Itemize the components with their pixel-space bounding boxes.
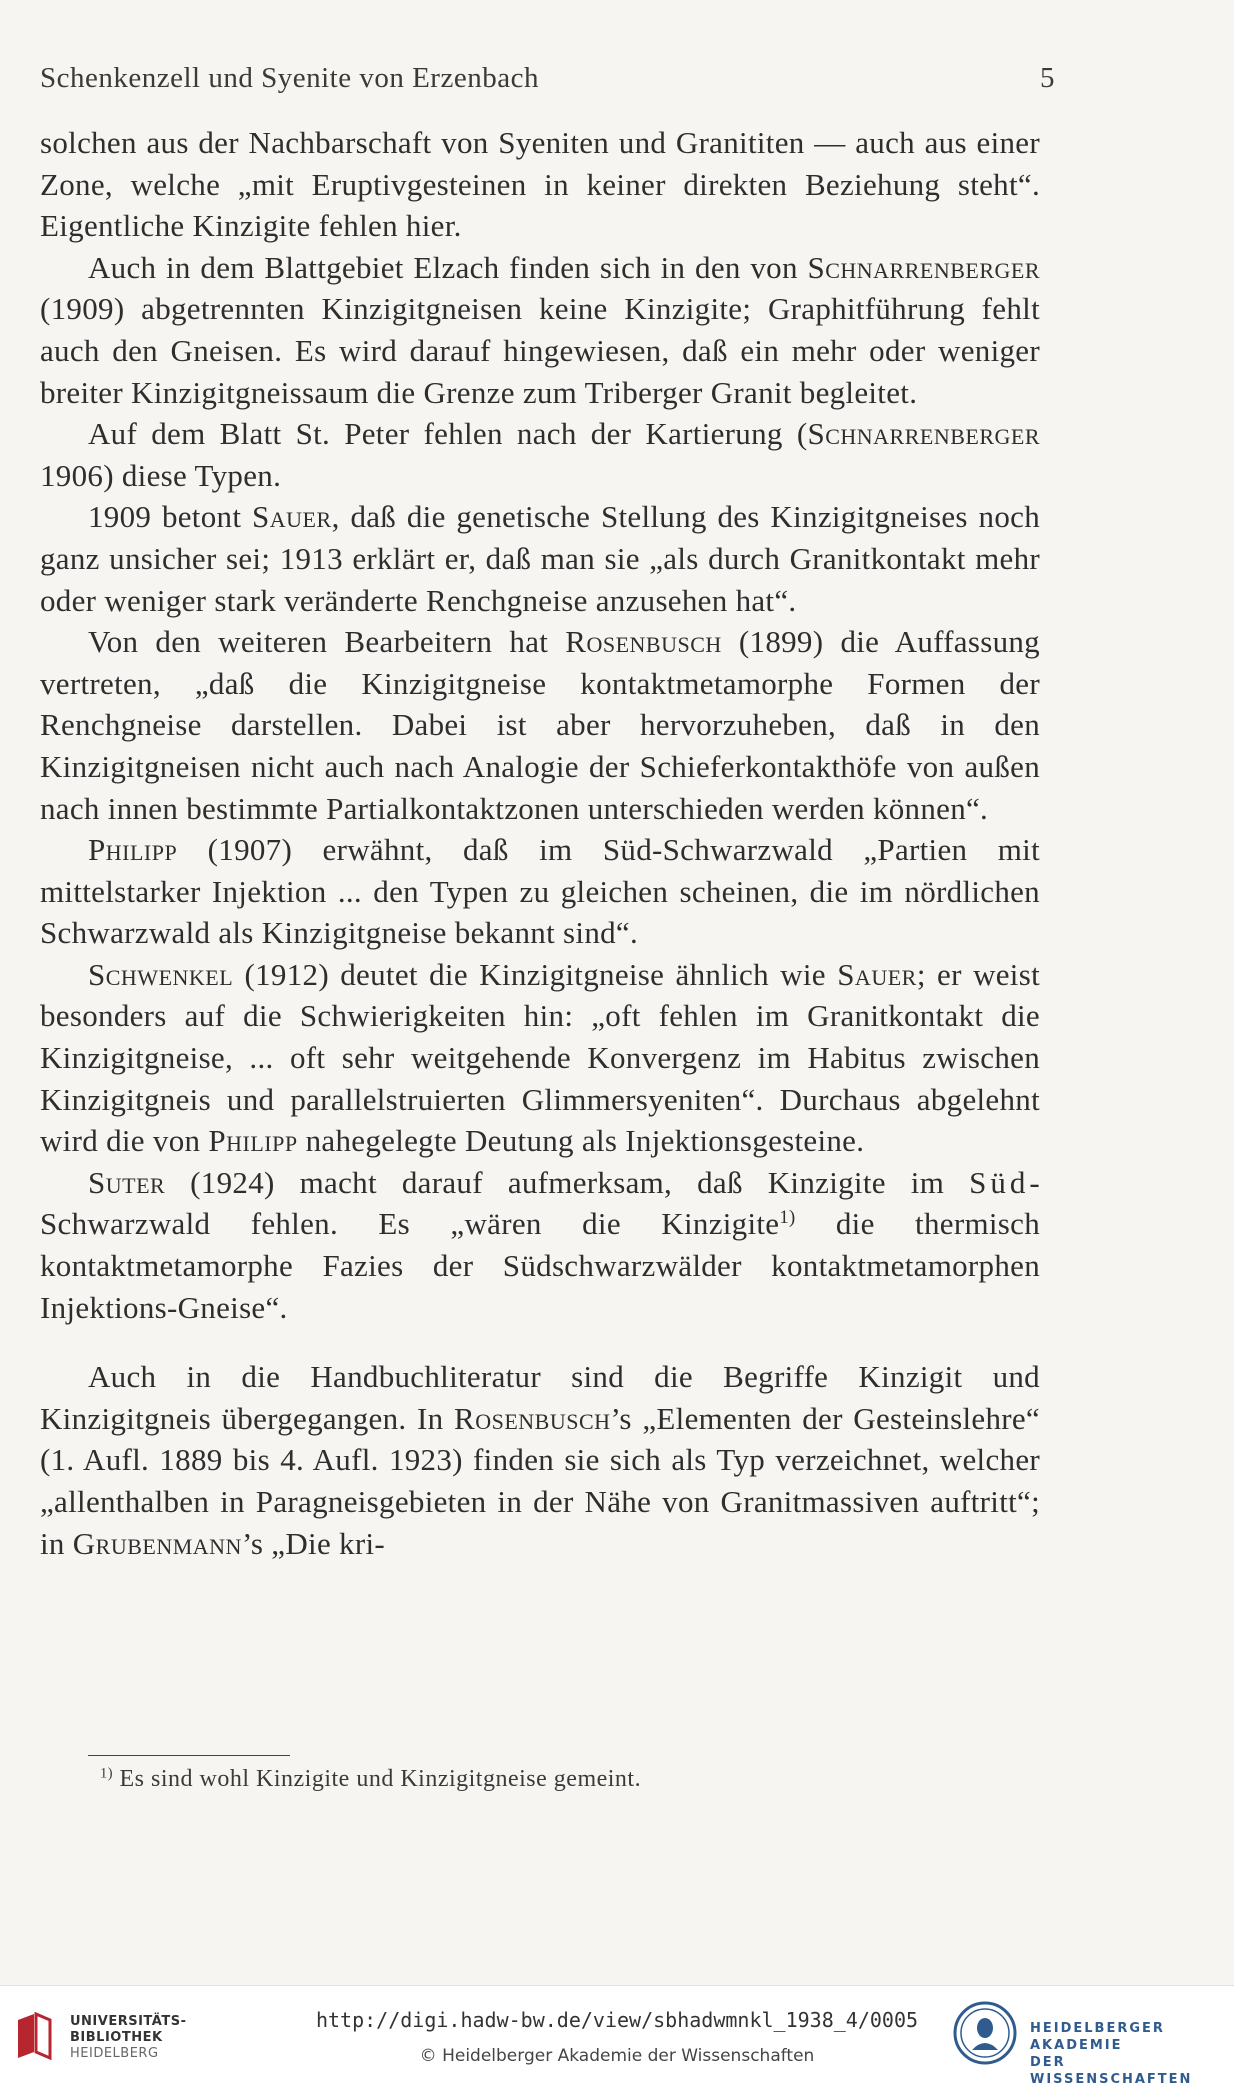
author-name: Sauer xyxy=(252,499,332,535)
paragraph-text: ; er weist besonders auf die Schwierigkeiten hin: „oft fehlen im Granitkontakt die Kinzigitgneise, ... oft sehr weitgehende Konvergenz im Habitus zwischen Kinzigitgneis und parallelstruierten Glimmersyeniten“. Durchaus abgelehnt wird die von xyxy=(40,956,1041,1159)
author-name: Schnarrenberger xyxy=(807,416,1040,452)
author-name: Philipp xyxy=(208,1123,298,1159)
footer-bar xyxy=(0,1985,1234,2087)
paragraph-3 xyxy=(40,413,1040,496)
paragraph-text: (1909) abgetrennten Kinzigitgneisen keine Kinzigite; Graphitführung fehlt auch den Gneisen. Es wird darauf hingewiesen, daß ein mehr oder weniger breiter Kinzigitgneissaum die Grenze zum Triberger Granit begleitet. xyxy=(40,291,1040,410)
footnote-rule xyxy=(88,1755,290,1756)
paragraph-text: ’s „Elementen der Gesteinslehre“ (1. Aufl. 1889 bis 4. Aufl. 1923) finden sie sich als Typ verzeichnet, welcher „allenthalben in Paragneisgebieten in der Nähe von Granitmassiven auftritt“; in xyxy=(40,1400,1040,1561)
page-number: 5 xyxy=(1040,62,1055,94)
paragraph-text: Auch in die Handbuchliteratur sind die Begriffe Kinzigit und Kinzigitgneis übergegangen. In xyxy=(40,1359,1040,1436)
paragraph-text: Von den weiteren Bearbeitern hat xyxy=(88,624,566,660)
spaced-emphasis: Süd xyxy=(969,1164,1030,1200)
ub-line-2: BIBLIOTHEK xyxy=(70,2030,163,2045)
footnote-text: Es sind wohl Kinzigite und Kinzigitgneise gemeint. xyxy=(113,1766,642,1792)
paragraph-text: nahegelegte Deutung als Injektionsgesteine. xyxy=(297,1123,865,1159)
footnote-marker: 1) xyxy=(100,1765,113,1782)
paragraph-text: Auf dem Blatt St. Peter fehlen nach der Kartierung ( xyxy=(88,416,808,452)
paragraph-text: Auch in dem Blattgebiet Elzach finden sich in den von xyxy=(88,249,808,285)
paragraph-text: (1924) macht darauf aufmerksam, daß Kinzigite im xyxy=(165,1164,970,1200)
paragraph-text: (1899) die Auffassung vertreten, „daß die Kinzigitgneise kontaktmetamorphe Formen der Renchgneise darstellen. Dabei ist aber hervorzuheben, daß in den Kinzigitgneisen nicht auch nach Analogie der Schieferkontakthöfe von außen nach innen bestimmte Partialkontaktzonen unterschieden werden können“. xyxy=(40,624,1040,826)
author-name: Schwenkel xyxy=(88,956,234,992)
paragraph-2 xyxy=(40,247,1040,413)
footnote xyxy=(100,1766,1040,1793)
permalink-url[interactable]: http://digi.hadw-bw.de/view/sbhadwmnkl_1938_4/0005 xyxy=(315,2008,919,2032)
paragraph-8 xyxy=(40,1162,1040,1328)
academy-line-1: HEIDELBERGER AKADEMIE xyxy=(1030,2021,1165,2053)
paragraph-text: (1912) deutet die Kinzigitgneise ähnlich wie xyxy=(233,956,838,992)
academy-name xyxy=(1030,2020,1234,2088)
author-name: Schnarrenberger xyxy=(807,249,1040,285)
paragraph-text: die thermisch kontaktmetamorphe Fazies der Südschwarzwälder kontaktmetamorphen Injektions-Gneise“. xyxy=(40,1206,1040,1325)
paragraph-text: 1909 betont xyxy=(88,499,252,535)
academy-seal-icon xyxy=(952,2000,1018,2066)
paragraph-text: -Schwarzwald fehlen. Es „wären die Kinzigite xyxy=(40,1164,1040,1242)
paragraph-9 xyxy=(40,1356,1040,1564)
paragraph-4 xyxy=(40,496,1040,621)
author-name: Suter xyxy=(88,1164,166,1200)
paragraph-text: solchen aus der Nachbarschaft von Syeniten und Granititen — auch aus einer Zone, welche „mit Eruptivgesteinen in keiner direkten Beziehung steht“. Eigentliche Kinzigite fehlen hier. xyxy=(40,125,1040,244)
paragraph-1 xyxy=(40,122,1040,247)
paragraph-6 xyxy=(40,829,1040,954)
author-name: Sauer xyxy=(837,956,917,992)
paragraph-text: , daß die genetische Stellung des Kinzigitgneises noch ganz unsicher sei; 1913 erklärt er, daß man sie „als durch Granitkontakt mehr oder weniger stark veränderte Renchgneise anzusehen hat“. xyxy=(40,499,1040,618)
footnote-reference: 1) xyxy=(779,1207,796,1229)
running-head-title: Schenkenzell und Syenite von Erzenbach xyxy=(40,62,539,94)
paragraph-7 xyxy=(40,954,1040,1162)
ub-line-3: HEIDELBERG xyxy=(70,2046,159,2061)
copyright-notice: © Heidelberger Akademie der Wissenschaften xyxy=(419,2046,815,2066)
author-name: Philipp xyxy=(88,832,178,868)
author-name: Rosenbusch xyxy=(565,624,722,660)
academy-line-2: DER WISSENSCHAFTEN xyxy=(1030,2055,1193,2087)
paragraph-text: ’s „Die kri- xyxy=(241,1525,386,1561)
paragraph-text: (1907) erwähnt, daß im Süd-Schwarzwald „Partien mit mittelstarker Injektion ... den Typen zu gleichen scheinen, die im nördlichen Schwarzwald als Kinzigitgneise bekannt sind“. xyxy=(40,832,1040,951)
paragraph-5 xyxy=(40,621,1040,829)
paragraph-text: 1906) diese Typen. xyxy=(40,457,282,493)
ub-line-1: UNIVERSITÄTS- xyxy=(70,2014,187,2029)
author-name: Rosenbusch xyxy=(454,1400,611,1436)
body-text xyxy=(40,122,1040,1564)
author-name: Grubenmann xyxy=(72,1525,242,1561)
